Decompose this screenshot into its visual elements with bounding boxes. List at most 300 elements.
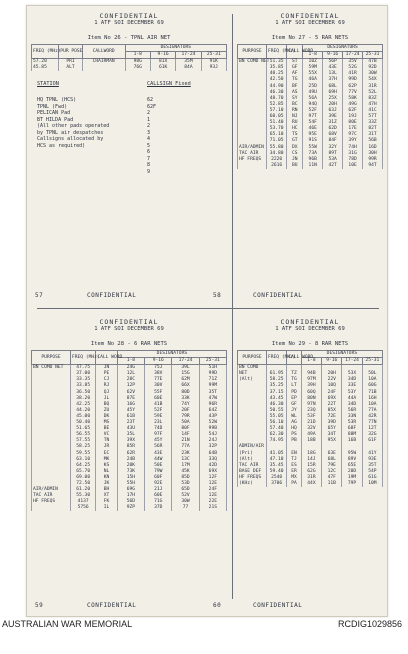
table-cell: 57T	[363, 114, 383, 120]
table-cell: HF FREQS	[32, 499, 71, 505]
document-sheet	[26, 5, 388, 617]
table-cell: 99B	[199, 426, 226, 432]
table-cell: 60G	[362, 383, 382, 389]
table-cell: ST	[287, 59, 303, 66]
table-cell: 31R	[363, 84, 383, 90]
table-cell: PD	[287, 390, 302, 396]
station-heading: STATION	[37, 81, 59, 88]
table-cell: 71.05	[267, 138, 287, 144]
table-cell: 62.30	[267, 432, 287, 438]
table-cell: 33Q	[199, 457, 226, 463]
table-cell: TAC AIR	[238, 463, 267, 469]
table-cell: 91S	[303, 138, 323, 144]
table-cell: PRI	[59, 59, 82, 66]
col-designators: DESIGNATORS	[125, 45, 226, 52]
table-cell: 12C	[322, 469, 342, 475]
table-cell: 84F	[323, 138, 343, 144]
table-cell: 35M	[176, 59, 201, 66]
table-cell: 92E	[145, 481, 172, 487]
table-cell: 77	[172, 505, 199, 511]
col-d4: 25-31	[201, 52, 226, 59]
station-name: HQ TPNL (HCS)	[37, 97, 77, 104]
table-cell: 37D	[145, 505, 172, 511]
page-58	[237, 6, 383, 306]
table-cell: 68F	[342, 426, 362, 432]
page-number: 57	[35, 292, 44, 299]
station-name: PELICAN Pad	[37, 110, 71, 117]
table-cell: JR	[96, 444, 117, 450]
table-cell: 12E	[199, 493, 226, 499]
table-cell	[32, 505, 71, 511]
table-cell: 21D	[301, 420, 321, 426]
table-cell: 99D	[343, 77, 363, 83]
table-cell: TAC AIR	[32, 493, 71, 499]
table-cell: 46E	[303, 126, 323, 132]
table-cell: 12P	[117, 383, 144, 389]
table-cell: 95X	[322, 438, 342, 444]
table-cell: ZU	[96, 408, 117, 414]
table-cell: 22V	[322, 377, 342, 383]
callsign-header	[31, 81, 227, 87]
table-cell: 32G	[362, 432, 382, 438]
table-cell: 65.70	[71, 469, 96, 475]
station-name: HCS as required)	[37, 142, 86, 149]
table-cell: 48.70	[267, 96, 287, 102]
table-cell: TN	[96, 438, 117, 444]
table-row	[32, 59, 227, 66]
table-cell: 65.10	[267, 132, 287, 138]
table-cell: CJ	[96, 377, 117, 383]
callsign-value: 3	[147, 129, 151, 136]
table-cell: 49U	[303, 90, 323, 96]
col-d1: 1-8	[117, 358, 144, 365]
col-freq: FREQ (MHz)	[267, 45, 287, 59]
table-cell: EP	[287, 396, 302, 402]
table-cell: 69H	[323, 90, 343, 96]
table-cell: 31T	[363, 132, 383, 138]
table-cell: 24F	[322, 390, 342, 396]
vertical-divider	[232, 14, 233, 599]
callsign-value: 4	[147, 136, 151, 143]
table-cell: HF FREQS	[238, 475, 267, 481]
table-cell: 31Z	[323, 120, 343, 126]
table-cell: 64Z	[199, 408, 226, 414]
col-freq: FREQ (MHz)	[267, 351, 287, 365]
table-cell: TS	[287, 132, 303, 138]
table-cell: JN	[287, 157, 303, 163]
table-cell: 42.25	[71, 402, 96, 408]
archive-reference: RCDIG1029856	[337, 619, 402, 629]
col-freq: FREQ (MHz)	[71, 351, 96, 365]
table-cell: 88M	[342, 432, 362, 438]
table-cell: 35.25	[267, 383, 287, 389]
item-title: Item No 26 - TPNL AIR NET	[87, 35, 171, 41]
table-cell: 17H	[117, 493, 144, 499]
table-cell: 93J	[201, 65, 226, 71]
table-cell: 82T	[363, 126, 383, 132]
table-cell: 20F	[172, 408, 199, 414]
table-cell: 56R	[342, 408, 362, 414]
table-cell: 79W	[145, 469, 172, 475]
table-cell: BN COMD NET	[239, 59, 270, 65]
table-cell: 33E	[342, 383, 362, 389]
table-cell: RU	[287, 120, 303, 126]
table-cell: 25X	[323, 96, 343, 102]
item-title: Item No 29 - 8 RAR NETS	[271, 341, 349, 347]
table-cell: (Alt)	[238, 457, 267, 463]
table-cell: 69X	[199, 469, 226, 475]
table-cell: 68L	[322, 457, 342, 463]
table-cell: 30V	[145, 383, 172, 389]
table-cell: 24F	[199, 487, 226, 493]
table-cell: HC	[287, 126, 303, 132]
table-cell: 61B	[117, 414, 144, 420]
callsign-value: 62F	[147, 103, 157, 110]
table-cell: 61.20	[71, 487, 96, 493]
table-cell: 93E	[362, 457, 382, 463]
callsign-value: 7	[147, 155, 151, 162]
table-cell: 97N	[301, 402, 321, 408]
table-cell: 35T	[199, 390, 226, 396]
col-callword: CALL WORD	[287, 45, 303, 59]
page-60	[237, 312, 383, 612]
table-cell: 43E	[145, 451, 172, 457]
table-cell: 37.15	[267, 390, 287, 396]
table-cell: 53X	[342, 371, 362, 377]
table-cell: 55X	[303, 71, 323, 77]
soi-subheader: 1 ATF SOI DECEMBER 69	[94, 326, 164, 332]
table-cell: 52.85	[267, 102, 287, 108]
table-cell: 5756	[71, 505, 96, 511]
table-cell: GF	[287, 65, 303, 71]
table-cell: 69.00	[71, 475, 96, 481]
col-d4: 25-31	[363, 52, 383, 59]
table-body	[32, 59, 227, 72]
table-cell: 59.55	[71, 451, 96, 457]
table-body	[32, 365, 227, 512]
table-cell: 55W	[303, 145, 323, 151]
table-cell: 53A	[323, 157, 343, 163]
col-designators: DESIGNATORS	[301, 351, 382, 358]
page-number: 58	[213, 292, 222, 299]
table-cell: 41.05	[267, 451, 287, 457]
table-cell: 81X	[150, 59, 175, 66]
table-cell: 51H	[199, 365, 226, 372]
table-cell: 33Z	[363, 120, 383, 126]
table-cell: 46.30	[267, 402, 287, 408]
table-cell: 56.55	[71, 432, 96, 438]
table-cell: 79E	[322, 463, 342, 469]
table-cell: 31R	[301, 475, 321, 481]
table-cell: (Pri)	[238, 451, 267, 457]
table-cell: 63J	[323, 108, 343, 114]
col-callword: CALL WORD	[287, 351, 302, 365]
table-cell: 53R	[342, 420, 362, 426]
table-cell: 30W	[363, 71, 383, 77]
table-cell: 98G	[125, 59, 150, 66]
table-cell: 23T	[117, 420, 144, 426]
table-cell: AIR/ADMIN	[32, 487, 71, 493]
table-cell: 64.25	[71, 463, 96, 469]
table-cell: NL	[96, 469, 117, 475]
table-cell: 51.65	[71, 426, 96, 432]
table-cell: 42R	[362, 414, 382, 420]
table-cell: 99D	[199, 371, 226, 377]
table-cell: 61F	[362, 438, 382, 444]
table-cell: 39Y	[343, 138, 363, 144]
table-cell: 54F	[303, 120, 323, 126]
table-row	[238, 481, 383, 487]
table-cell: 49G	[343, 102, 363, 108]
table-cell: 2616	[267, 163, 287, 169]
table-cell: 56.10	[267, 420, 287, 426]
table-cell: 58.25	[71, 444, 96, 450]
table-cell: GF	[287, 402, 302, 408]
table-cell: 57.20	[32, 59, 59, 66]
table-cell: IL	[96, 505, 117, 511]
table-cell: 24J	[199, 438, 226, 444]
table-cell: 77E	[145, 377, 172, 383]
table-cell: 14F	[172, 432, 199, 438]
table-cell: 68L	[323, 84, 343, 90]
table-cell: 12L	[117, 371, 144, 377]
table-cell: 54X	[363, 77, 383, 83]
table-cell: HQ	[287, 426, 302, 432]
col-callword: CALLWORD	[82, 45, 125, 59]
table-cell: KN	[96, 475, 117, 481]
table-cell: 95E	[303, 132, 323, 138]
table-cell: 85X	[322, 408, 342, 414]
table-cell: XT	[96, 493, 117, 499]
table-cell: 83Z	[363, 96, 383, 102]
table-cell: 85D	[172, 475, 199, 481]
col-d3: 17-24	[342, 358, 362, 365]
table-cell: 41B	[145, 402, 172, 408]
table-cell: 62F	[343, 108, 363, 114]
table-cell: 74D	[145, 426, 172, 432]
callsign-fixed-heading: CALLSIGN Fixed	[147, 81, 191, 88]
table-cell: 20D	[342, 469, 362, 475]
table-body	[238, 365, 383, 487]
table-cell: 33N	[342, 414, 362, 420]
table-cell: 45.85	[32, 65, 59, 71]
soi-subheader: 1 ATF SOI DECEMBER 69	[275, 20, 345, 26]
table-cell: 22T	[322, 402, 342, 408]
col-d4: 25-31	[362, 358, 382, 365]
table-cell: 39L	[172, 365, 199, 372]
table-cell: 66X	[172, 383, 199, 389]
table-cell: 44.20	[71, 408, 96, 414]
table-cell: 97C	[343, 132, 363, 138]
table-cell: 64B	[199, 451, 226, 457]
col-d1: 1-8	[125, 52, 150, 59]
table-cell: 16D	[363, 145, 383, 151]
callsign-value: 9	[147, 168, 151, 175]
table-cell: 51.40	[267, 120, 287, 126]
table-cell: AS	[287, 90, 303, 96]
table-cell: GT	[287, 138, 303, 144]
table-cell: CS	[287, 151, 303, 157]
table-cell: 50.40	[71, 420, 96, 426]
table-cell: 43U	[117, 426, 144, 432]
table-cell: 38V	[145, 371, 172, 377]
table-cell: BASE DEF	[238, 469, 267, 475]
table-cell: 53D	[172, 481, 199, 487]
table-cell: 63.10	[71, 457, 96, 463]
table-cell: LT	[287, 383, 302, 389]
table-cell: 33K	[172, 396, 199, 402]
table-cell: 60E	[145, 493, 172, 499]
table-cell: 23Q	[301, 408, 321, 414]
table-cell: EC	[96, 451, 117, 457]
table-cell: 15G	[172, 371, 199, 377]
table-cell: 20H	[322, 371, 342, 377]
table-cell: 68V	[323, 132, 343, 138]
table-cell: 52F	[145, 408, 172, 414]
table-cell: 91K	[201, 59, 226, 66]
table-cell: 10M	[362, 481, 382, 487]
col-d3: 17-24	[176, 52, 201, 59]
table-cell: AF	[287, 71, 303, 77]
table-cell: RJ	[96, 383, 117, 389]
table-cell: ALT	[59, 65, 82, 71]
table-cell: BN COMD NET	[32, 365, 71, 372]
col-d3: 17-24	[343, 52, 363, 59]
table-cell: 61G	[362, 475, 382, 481]
table-cell: 77A	[362, 408, 382, 414]
table-cell: 53Y	[342, 390, 362, 396]
table-cell: 11N	[303, 163, 323, 169]
callsign-value: 6	[147, 149, 151, 156]
table-cell: 24G	[117, 365, 144, 372]
page-number: 60	[213, 602, 222, 609]
table-cell: 72.50	[71, 481, 96, 487]
col-d3: 17-24	[172, 358, 199, 365]
table-cell: 47.75	[71, 365, 96, 372]
table-cell: NJ	[287, 114, 303, 120]
table-cell: WL	[287, 414, 302, 420]
table-cell: 71Z	[199, 377, 226, 383]
table-cell: 45Y	[117, 408, 144, 414]
table-cell: 24B	[117, 457, 144, 463]
table-cell: 42.50	[267, 77, 287, 83]
item-28-table	[31, 350, 227, 511]
table-cell: 65E	[342, 463, 362, 469]
col-designators: DESIGNATORS	[303, 45, 383, 52]
table-cell: 60Q	[301, 390, 321, 396]
table-cell: 41R	[343, 71, 363, 77]
item-title: Item No 28 - 6 RAR NETS	[90, 341, 168, 347]
table-cell: DK	[96, 414, 117, 420]
col-d4: 25-31	[199, 358, 226, 365]
table-cell: DX	[287, 145, 303, 151]
col-designators: DESIGNATORS	[117, 351, 226, 358]
col-d1: 1-8	[301, 358, 321, 365]
table-cell: 52L	[363, 90, 383, 96]
table-cell: 56A	[303, 96, 323, 102]
table-cell: 34D	[342, 402, 362, 408]
table-cell: 21N	[172, 438, 199, 444]
table-cell: 46A	[303, 77, 323, 83]
table-cell: 61.95	[267, 371, 287, 377]
table-cell: 3706	[267, 481, 287, 487]
table-cell: 62M	[172, 377, 199, 383]
callsign-value: 2	[147, 123, 151, 130]
table-cell: 97M	[301, 377, 321, 383]
table-cell: 47H	[363, 102, 383, 108]
table-cell: BN COMD	[238, 365, 267, 372]
table-cell: 87E	[117, 396, 144, 402]
table-cell: 40.25	[267, 71, 287, 77]
col-d2: 9-16	[322, 358, 342, 365]
page-57	[31, 6, 227, 306]
table-cell: 59.40	[267, 469, 287, 475]
table-cell: TG	[287, 377, 302, 383]
table-cell: 43E	[323, 65, 343, 71]
table-cell: 58.25	[267, 377, 287, 383]
table-cell: MK	[96, 457, 117, 463]
table-cell: 30H	[363, 151, 383, 157]
table-cell: 60F	[145, 475, 172, 481]
table-cell: 55.05	[267, 414, 287, 420]
table-cell: 50E	[145, 463, 172, 469]
table-cell: 51.35	[267, 59, 287, 66]
table-cell: FK	[96, 499, 117, 505]
col-purpose: PURPOSE	[238, 45, 267, 59]
table-row	[238, 163, 383, 169]
table-cell: JK	[96, 481, 117, 487]
table-cell: 85R	[117, 444, 144, 450]
table-cell: QJ	[96, 390, 117, 396]
classification-header: CONFIDENTIAL	[99, 318, 159, 326]
table-cell: 57.10	[267, 108, 287, 114]
table-cell: 32P	[199, 444, 226, 450]
table-cell: 65D	[172, 487, 199, 493]
table-cell: 35L	[117, 432, 144, 438]
table-cell: 89T	[323, 151, 343, 157]
table-cell: 55.80	[267, 145, 287, 151]
table-cell: 11B	[322, 481, 342, 487]
table-cell: 73K	[117, 469, 144, 475]
table-cell: 2220	[267, 157, 287, 163]
table-cell: 17M	[172, 463, 199, 469]
callsign-value: 2	[147, 110, 151, 117]
table-cell: 10E	[343, 163, 363, 169]
table-cell: 33.35	[71, 377, 96, 383]
table-cell: 20H	[323, 102, 343, 108]
table-cell: (Alt)	[238, 377, 267, 383]
callsign-value: 8	[147, 162, 151, 169]
item-27-table	[237, 44, 383, 169]
table-cell: 44X	[301, 481, 321, 487]
horizontal-divider	[37, 308, 379, 309]
station-name	[37, 169, 147, 176]
table-cell: 9ZP	[117, 505, 144, 511]
table-cell: 34D	[342, 377, 362, 383]
table-row	[32, 65, 227, 71]
station-name: by TPNL air despatches	[37, 129, 104, 136]
table-cell: 53F	[301, 414, 321, 420]
table-cell: 39X	[117, 438, 144, 444]
page-59	[31, 312, 227, 612]
table-cell: 62R	[117, 451, 144, 457]
table-cell: 45Y	[145, 438, 172, 444]
item-title: Item No 27 - 5 RAR NETS	[271, 35, 349, 41]
table-cell: 54J	[199, 432, 226, 438]
table-cell: 79P	[342, 481, 362, 487]
table-cell: 47W	[199, 396, 226, 402]
callsign-value: 5	[147, 142, 151, 149]
